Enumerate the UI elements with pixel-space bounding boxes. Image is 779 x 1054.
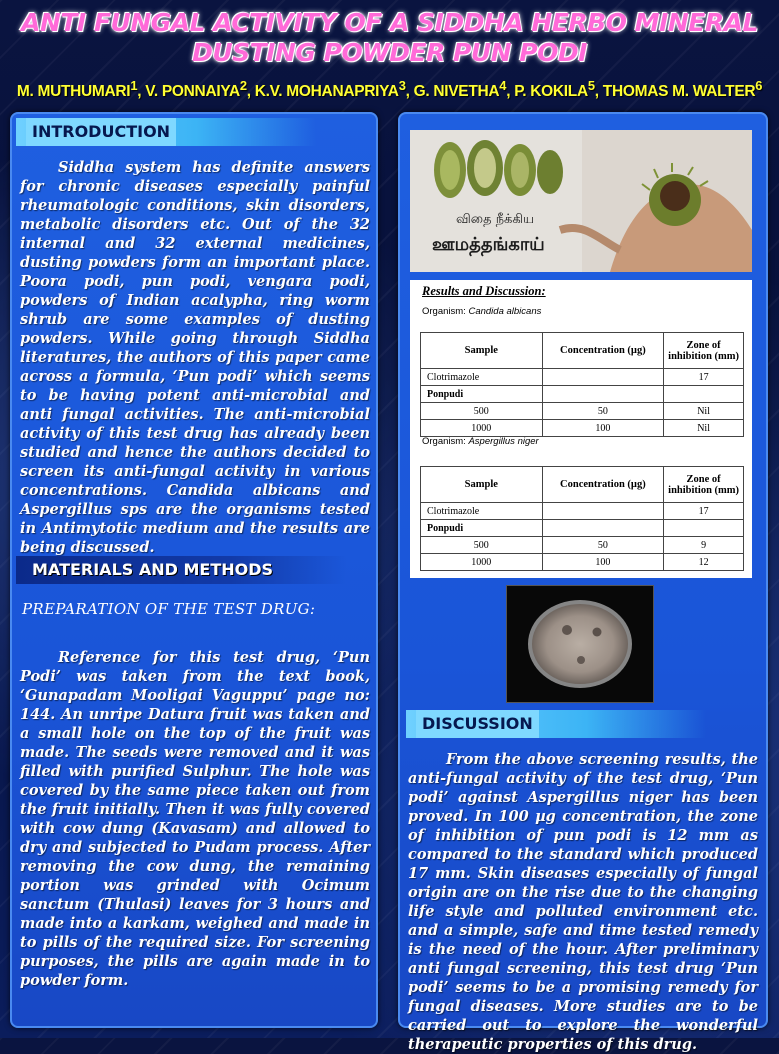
table-cell: 17 — [664, 369, 744, 386]
table-cell: 500 — [421, 537, 543, 554]
author-list: M. MUTHUMARI$^1$, V. PONNAIYA$^2$, K.V. MOHANAPRIYA$^3$, G. NIVETHA$^4$, P. KOKILA$^5$, THOMAS M. WALTER$^6$ — [16, 78, 763, 101]
poster-title-line-1: ANTI FUNGAL ACTIVITY OF A SIDDHA HERBO MINERAL — [21, 8, 758, 37]
methods-subheading: PREPARATION OF THE TEST DRUG: — [22, 600, 316, 618]
author-affiliation: 5 — [587, 78, 595, 93]
author-name: P. KOKILA — [514, 83, 588, 101]
table-cell: Clotrimazole — [421, 369, 543, 386]
results-heading: Results and Discussion: — [422, 284, 546, 298]
table-row — [421, 520, 744, 537]
author-name: M. MUTHUMARI — [16, 83, 131, 101]
column-header: Sample — [421, 333, 543, 369]
results-table-candida — [420, 332, 744, 437]
table-cell: Ponpudi — [421, 520, 543, 537]
discussion-body — [408, 750, 758, 1054]
table-cell: 100 — [542, 554, 664, 571]
organism-label-1 — [422, 306, 541, 317]
table-row — [421, 386, 744, 403]
results-table-panel — [410, 280, 752, 578]
table-row — [421, 537, 744, 554]
table-cell — [542, 369, 664, 386]
table-row — [421, 420, 744, 437]
introduction-heading-label: INTRODUCTION — [26, 118, 176, 146]
column-header: Sample — [421, 467, 543, 503]
table-cell: 50 — [542, 403, 664, 420]
discussion-heading — [406, 710, 706, 738]
table-cell: Clotrimazole — [421, 503, 543, 520]
author-name: THOMAS M. WALTER — [602, 83, 756, 101]
table-row — [421, 369, 744, 386]
column-header: Concentration (µg) — [542, 467, 664, 503]
methods-text: Reference for this test drug, ‘Pun Podi’ was taken from the text book, ‘Gunapadam Mooligai Vaguppu’ page no: 144. An unripe Datura fruit was taken and a small hole on the top of the fruit was made. The seeds were removed and it was filled with purified Sulphur. The hole was covered by the same piece taken out from the fruit initially. Then it was fully covered with cow dung (Kavasam) and allowed to dry and subjected to Pudam process. After removing the cow dung, the remaining portion was grinded with Ocimum sanctum (Thulasi) leaves for 3 hours and made into a karkam, weighed and made in to pills of the required size. For screening purposes, the pills are again made in to powder form. — [20, 649, 370, 989]
table-cell: 500 — [421, 403, 543, 420]
table-cell: 50 — [542, 537, 664, 554]
organism-name: Candida albicans — [468, 306, 542, 317]
results-table-aspergillus — [420, 466, 744, 571]
methods-body — [20, 648, 370, 990]
table-cell — [542, 386, 664, 403]
table-row — [421, 403, 744, 420]
table-cell: 17 — [664, 503, 744, 520]
introduction-body — [20, 158, 370, 557]
table-cell: 9 — [664, 537, 744, 554]
petri-dish-illustration — [507, 586, 653, 702]
introduction-heading — [16, 118, 316, 146]
column-header: Zone of inhibition (mm) — [664, 467, 744, 503]
author-affiliation: 2 — [239, 78, 247, 93]
table-cell: 1000 — [421, 420, 543, 437]
introduction-text: Siddha system has definite answers for chronic diseases especially painful rheumatologic conditions, skin disorders, metabolic disorders etc. Out of the 32 internal and 32 external medicines, dusting powders form an important place. Poora podi, pun podi, vengara podi, powders of Indian acalypha, ring worm shrub are some examples of dusting powders. While going through Siddha literatures, the authors of this paper came across a formula, ‘Pun podi’ which seems to be having potent anti-microbial and anti fungal activities. The anti-microbial activity of this test drug has already been studied and hence the authors decided to screen its anti-fungal activity in various concentrations. Candida albicans and Aspergillus sps are the organisms tested in Antimytotic medium and the results are being discussed. — [20, 159, 370, 556]
author-affiliation: 4 — [499, 78, 507, 93]
table-cell — [664, 520, 744, 537]
tamil-caption-line-2: ஊமத்தங்காய் — [432, 234, 545, 255]
author-name: G. NIVETHA — [413, 83, 500, 101]
author-affiliation: 3 — [398, 78, 406, 93]
organism-label-2 — [422, 436, 539, 447]
author-name: K.V. MOHANAPRIYA — [254, 83, 399, 101]
table-cell: 1000 — [421, 554, 543, 571]
methods-heading-label: MATERIALS AND METHODS — [32, 560, 274, 579]
datura-fruit-photo — [410, 130, 752, 272]
organism-name: Aspergillus niger — [468, 436, 539, 447]
column-header: Zone of inhibition (mm) — [664, 333, 744, 369]
poster-title-line-2: DUSTING POWDER PUN PODI — [192, 38, 587, 67]
petri-dish-photo — [506, 585, 654, 703]
table-cell — [542, 503, 664, 520]
table-row — [421, 554, 744, 571]
table-cell: Nil — [664, 420, 744, 437]
organism-prefix: Organism: — [422, 306, 466, 317]
table-cell: 100 — [542, 420, 664, 437]
column-header: Concentration (µg) — [542, 333, 664, 369]
tamil-caption-line-1: விதை நீக்கிய — [456, 212, 535, 227]
table-cell: 12 — [664, 554, 744, 571]
methods-heading — [16, 556, 346, 584]
author-name: V. PONNAIYA — [145, 83, 240, 101]
table-cell — [542, 520, 664, 537]
table-row — [421, 503, 744, 520]
author-affiliation: 6 — [755, 78, 763, 93]
organism-prefix: Organism: — [422, 436, 466, 447]
table-cell — [664, 386, 744, 403]
discussion-heading-label: DISCUSSION — [416, 710, 539, 738]
author-affiliation: 1 — [130, 78, 138, 93]
table-cell: Nil — [664, 403, 744, 420]
discussion-text: From the above screening results, the anti-fungal activity of the test drug, ‘Pun podi’ against Aspergillus niger has been proved. In 100 µg concentration, the zone of inhibition of pun podi is 12 mm as compared to the standard which produced 17 mm. Skin diseases especially of fungal origin are on the rise due to the changing life style and polluted environment etc. and a simple, safe and time tested remedy is the need of the hour. After preliminary anti fungal screening, this test drug ‘Pun podi’ seems to be a promising remedy for fungal diseases. More studies are to be carried out to explore the wonderful therapeutic properties of this drug. — [408, 751, 758, 1053]
table-cell: Ponpudi — [421, 386, 543, 403]
